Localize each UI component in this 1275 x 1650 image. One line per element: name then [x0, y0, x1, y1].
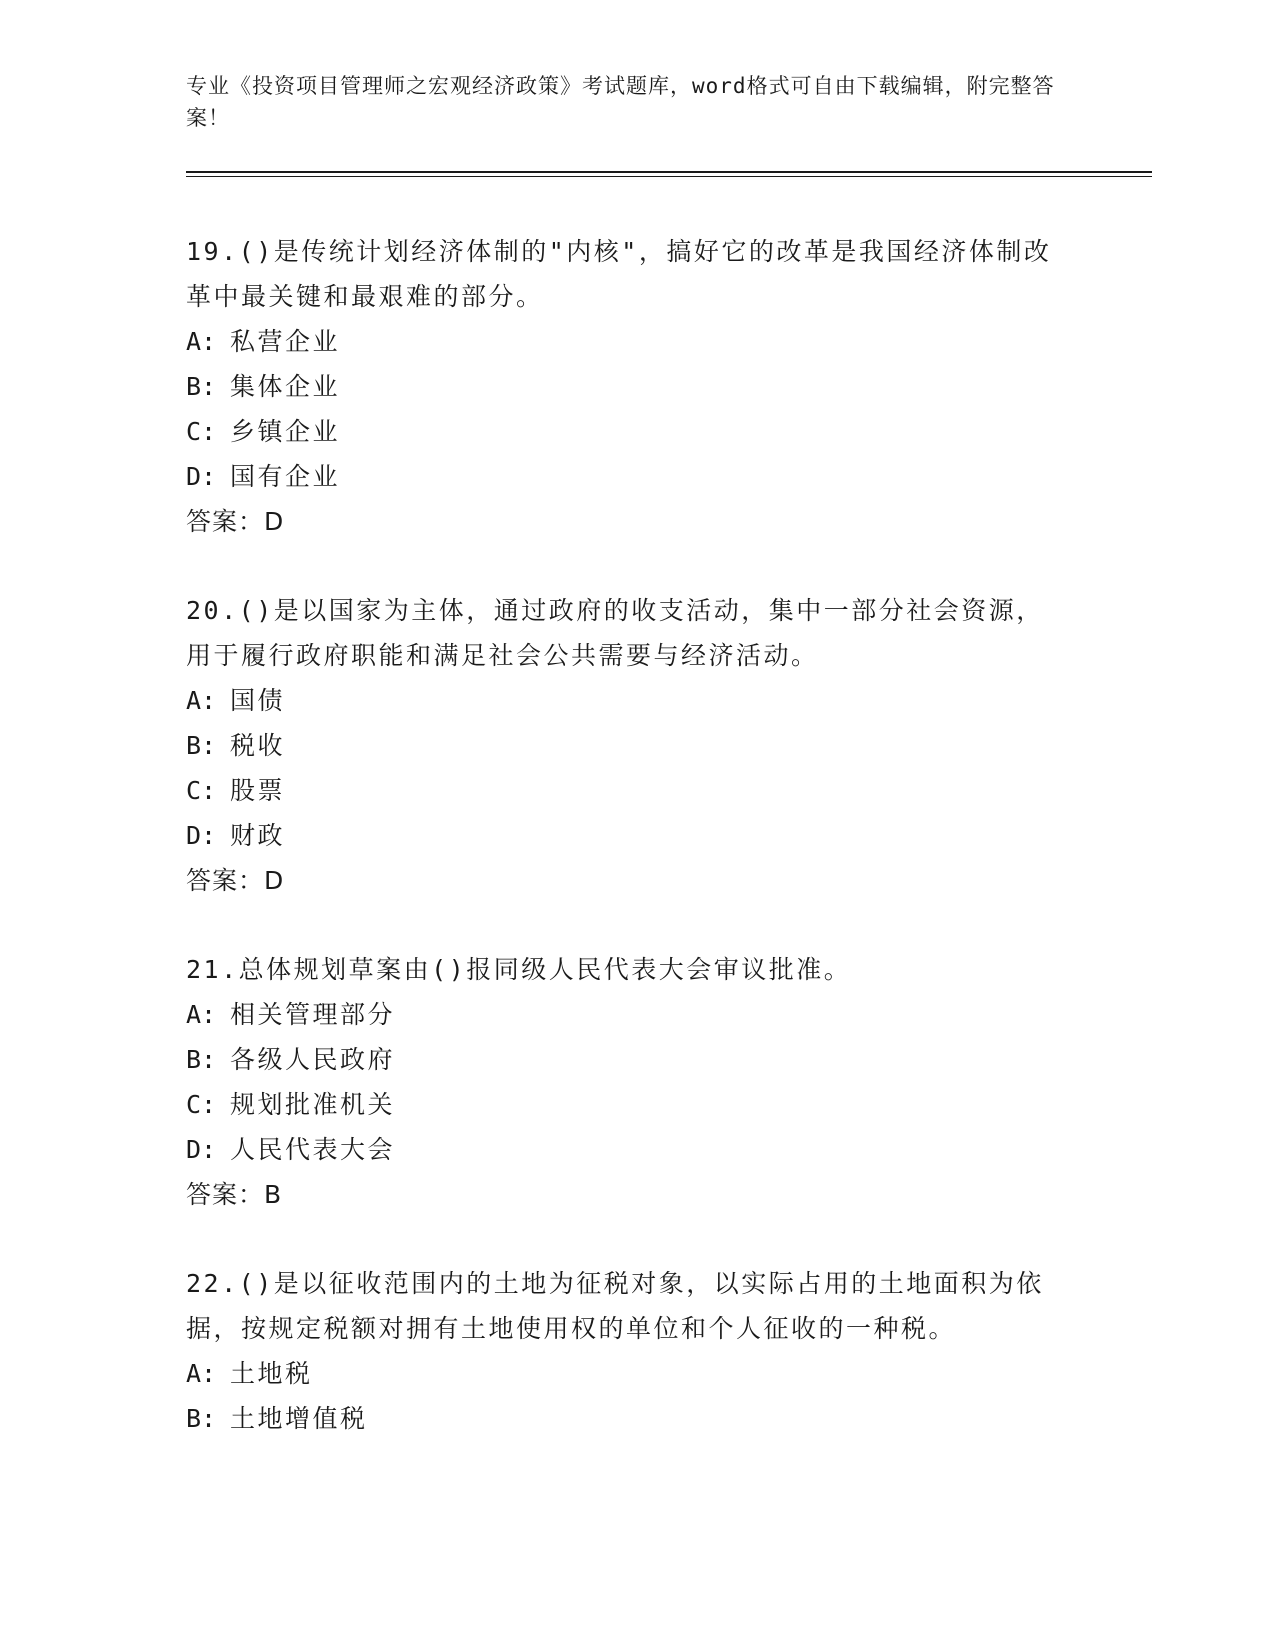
- option-text: 财政: [230, 821, 286, 850]
- question-stem: 20.()是以国家为主体，通过政府的收支活动，集中一部分社会资源，用于履行政府职能和满足社会公共需要与经济活动。: [186, 596, 1044, 670]
- question-stem: 19.()是传统计划经济体制的"内核"，搞好它的改革是我国经济体制改革中最关键和最艰难的部分。: [186, 237, 1052, 311]
- option-text: 人民代表大会: [230, 1135, 396, 1164]
- option-c: [186, 1082, 1146, 1127]
- option-text: 各级人民政府: [230, 1045, 396, 1074]
- option-letter: C:: [186, 776, 217, 805]
- option-letter: D:: [186, 462, 217, 491]
- option-text: 规划批准机关: [230, 1090, 396, 1119]
- option-letter: B:: [186, 372, 217, 401]
- option-text: 私营企业: [230, 327, 341, 356]
- answer-line: 答案：B: [186, 1180, 283, 1209]
- question-21: [186, 947, 1146, 1217]
- question-19: [186, 229, 1146, 544]
- option-text: 土地税: [230, 1359, 313, 1388]
- option-letter: C:: [186, 1090, 217, 1119]
- option-letter: B:: [186, 1045, 217, 1074]
- option-text: 股票: [230, 776, 286, 805]
- option-b: [186, 1037, 1146, 1082]
- option-text: 集体企业: [230, 372, 341, 401]
- option-letter: B:: [186, 1404, 217, 1433]
- option-letter: D:: [186, 1135, 217, 1164]
- option-text: 税收: [230, 731, 286, 760]
- question-20: [186, 588, 1146, 903]
- option-d: [186, 813, 1146, 858]
- option-text: 国有企业: [230, 462, 341, 491]
- option-letter: A:: [186, 686, 217, 715]
- answer-line: 答案：D: [186, 866, 285, 895]
- answer-line: 答案：D: [186, 507, 285, 536]
- option-text: 国债: [230, 686, 286, 715]
- question-stem: 22.()是以征收范围内的土地为征税对象，以实际占用的土地面积为依据，按规定税额对拥有土地使用权的单位和个人征收的一种税。: [186, 1269, 1044, 1343]
- option-letter: A:: [186, 1000, 217, 1029]
- option-b: [186, 1396, 1146, 1441]
- option-b: [186, 364, 1146, 409]
- option-a: [186, 678, 1146, 723]
- option-letter: C:: [186, 417, 217, 446]
- document-header: 专业《投资项目管理师之宏观经济政策》考试题库，word格式可自由下载编辑，附完整答案！: [186, 74, 1055, 130]
- option-text: 土地增值税: [230, 1404, 368, 1433]
- header-divider: [186, 171, 1152, 177]
- option-b: [186, 723, 1146, 768]
- option-letter: A:: [186, 1359, 217, 1388]
- option-c: [186, 409, 1146, 454]
- document-page: [186, 70, 1146, 1485]
- option-c: [186, 768, 1146, 813]
- option-d: [186, 1127, 1146, 1172]
- option-text: 乡镇企业: [230, 417, 341, 446]
- option-a: [186, 992, 1146, 1037]
- question-list: [186, 229, 1146, 1441]
- option-letter: A:: [186, 327, 217, 356]
- question-22: [186, 1261, 1146, 1441]
- question-stem: 21.总体规划草案由()报同级人民代表大会审议批准。: [186, 955, 852, 984]
- option-a: [186, 319, 1146, 364]
- option-a: [186, 1351, 1146, 1396]
- option-letter: B:: [186, 731, 217, 760]
- option-letter: D:: [186, 821, 217, 850]
- option-text: 相关管理部分: [230, 1000, 396, 1029]
- option-d: [186, 454, 1146, 499]
